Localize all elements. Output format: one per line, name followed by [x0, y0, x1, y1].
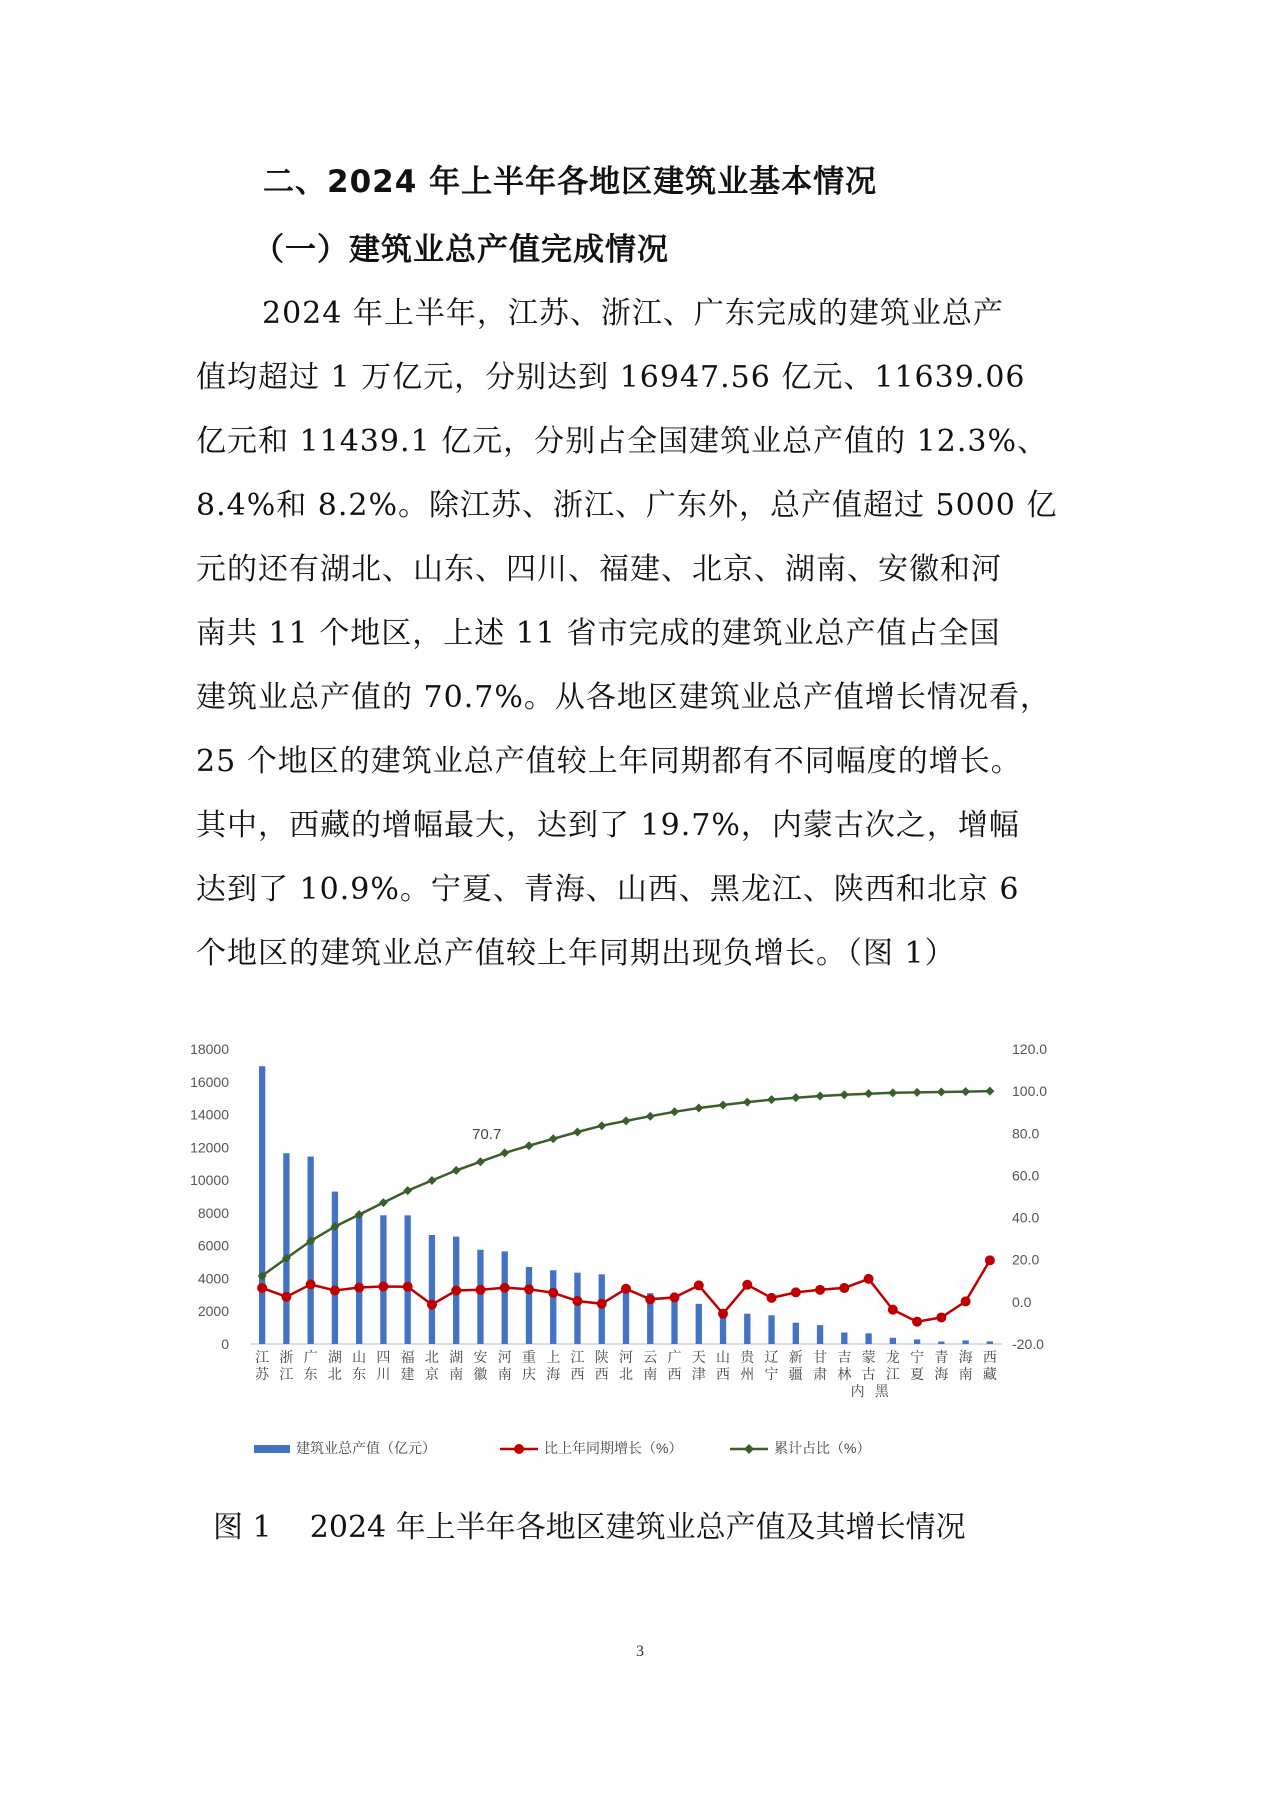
cumulative-point-吉林 — [840, 1090, 849, 1099]
body-paragraph — [196, 282, 1096, 986]
bar-西藏 — [987, 1341, 993, 1344]
category-label-重庆: 庆 — [521, 1366, 536, 1382]
left-axis-tick-label: 0 — [221, 1336, 229, 1352]
paragraph-line: 建筑业总产值的 70.7%。从各地区建筑业总产值增长情况看， — [196, 680, 1051, 715]
category-label-湖北: 湖 — [327, 1349, 342, 1365]
bar-福建 — [405, 1215, 411, 1344]
bar-江西 — [574, 1273, 580, 1344]
category-label-上海: 海 — [546, 1366, 561, 1382]
data-label-annotation: 70.7 — [472, 1125, 502, 1143]
sub-heading: （一）建筑业总产值完成情况 — [253, 232, 669, 268]
category-label-重庆: 重 — [521, 1349, 536, 1365]
figure-caption: 图 1 2024 年上半年各地区建筑业总产值及其增长情况 — [213, 1510, 966, 1545]
cumulative-point-宁夏 — [913, 1088, 922, 1097]
bar-甘肃 — [817, 1325, 823, 1344]
growth-point-海南 — [961, 1296, 971, 1306]
category-label-内蒙古: 内 — [850, 1383, 865, 1399]
bar-浙江 — [283, 1153, 289, 1344]
cumulative-point-云南 — [646, 1112, 655, 1121]
category-label-福建: 建 — [400, 1366, 415, 1382]
paragraph-line: 元的还有湖北、山东、四川、福建、北京、湖南、安徽和河 — [196, 552, 1002, 587]
growth-point-浙江 — [281, 1292, 291, 1302]
bar-河南 — [502, 1251, 508, 1344]
left-axis-tick-label: 2000 — [197, 1303, 229, 1320]
category-label-云南: 南 — [643, 1366, 658, 1382]
category-label-内蒙古: 古 — [861, 1366, 876, 1382]
cumulative-point-上海 — [549, 1134, 558, 1143]
category-label-新疆: 新 — [788, 1349, 803, 1365]
growth-point-云南 — [645, 1294, 655, 1304]
cumulative-point-青海 — [937, 1087, 946, 1096]
page-number: 3 — [636, 1643, 644, 1660]
bar-广东 — [307, 1157, 313, 1344]
right-axis-tick-label: -20.0 — [1012, 1336, 1044, 1352]
category-label-广东: 东 — [303, 1366, 318, 1382]
category-label-海南: 海 — [958, 1349, 973, 1365]
category-label-陕西: 陕 — [594, 1349, 609, 1365]
category-label-山东: 东 — [352, 1366, 367, 1382]
category-label-江苏: 江 — [255, 1349, 270, 1365]
category-label-河南: 河 — [497, 1349, 512, 1365]
paragraph-line: 达到了 10.9%。宁夏、青海、山西、黑龙江、陕西和北京 6 — [196, 872, 1020, 907]
paragraph-line: 8.4%和 8.2%。除江苏、浙江、广东外，总产值超过 5000 亿 — [196, 488, 1058, 523]
left-axis-tick-label: 12000 — [190, 1139, 229, 1156]
bar-北京 — [429, 1235, 435, 1344]
growth-point-辽宁 — [767, 1293, 777, 1303]
left-axis-tick-label: 6000 — [197, 1237, 229, 1254]
right-axis-tick-label: 80.0 — [1012, 1125, 1040, 1142]
paragraph-line: 25 个地区的建筑业总产值较上年同期都有不同幅度的增长。 — [196, 744, 1022, 779]
paragraph-line: 2024 年上半年，江苏、浙江、广东完成的建筑业总产 — [262, 296, 1004, 331]
category-label-云南: 云 — [643, 1349, 658, 1365]
category-label-黑龙江: 龙 — [885, 1349, 900, 1365]
cumulative-point-陕西 — [597, 1121, 606, 1130]
growth-point-上海 — [548, 1288, 558, 1298]
category-label-江西: 江 — [570, 1349, 585, 1365]
bar-青海 — [938, 1342, 944, 1344]
category-label-辽宁: 宁 — [764, 1366, 779, 1382]
growth-point-四川 — [378, 1281, 388, 1291]
category-label-贵州: 州 — [740, 1366, 755, 1382]
legend-growth-marker — [514, 1444, 524, 1454]
category-label-广东: 广 — [303, 1349, 318, 1365]
growth-point-陕西 — [597, 1299, 607, 1309]
category-label-青海: 海 — [934, 1366, 949, 1382]
growth-point-河北 — [621, 1284, 631, 1294]
legend-label: 比上年同期增长（%） — [544, 1440, 683, 1456]
category-label-湖南: 湖 — [449, 1349, 464, 1365]
right-axis-tick-label: 60.0 — [1012, 1167, 1040, 1184]
bar-河北 — [623, 1292, 629, 1344]
bar-四川 — [380, 1215, 386, 1344]
cumulative-point-湖南 — [452, 1166, 461, 1175]
left-axis-tick-label: 4000 — [197, 1270, 229, 1287]
paragraph-line: 其中，西藏的增幅最大，达到了 19.7%，内蒙古次之，增幅 — [196, 808, 1020, 843]
category-label-黑龙江: 黑 — [874, 1383, 889, 1399]
bar-陕西 — [599, 1274, 605, 1344]
bar-上海 — [550, 1270, 556, 1344]
growth-point-山东 — [354, 1283, 364, 1293]
right-axis-tick-label: 100.0 — [1012, 1083, 1048, 1100]
growth-point-黑龙江 — [888, 1305, 898, 1315]
category-label-北京: 北 — [424, 1349, 439, 1365]
right-axis-tick-label: 40.0 — [1012, 1209, 1040, 1226]
cumulative-point-北京 — [427, 1176, 436, 1185]
cumulative-point-山西 — [719, 1101, 728, 1110]
paragraph-line: 值均超过 1 万亿元，分别达到 16947.56 亿元、11639.06 — [196, 360, 1026, 395]
construction-output-chart — [190, 1030, 1048, 1480]
category-label-天津: 天 — [691, 1349, 706, 1365]
cumulative-point-贵州 — [743, 1098, 752, 1107]
category-label-甘肃: 肃 — [813, 1366, 828, 1382]
left-axis-tick-label: 18000 — [190, 1041, 229, 1057]
category-label-河北: 北 — [619, 1366, 633, 1382]
category-label-广西: 西 — [667, 1366, 682, 1382]
bar-黑龙江 — [890, 1338, 896, 1344]
category-label-广西: 广 — [667, 1349, 682, 1365]
left-axis-tick-label: 10000 — [190, 1172, 229, 1189]
growth-point-福建 — [403, 1282, 413, 1292]
cumulative-point-辽宁 — [767, 1095, 776, 1104]
category-label-海南: 南 — [958, 1366, 973, 1382]
cumulative-point-内蒙古 — [864, 1089, 873, 1098]
paragraph-line: 个地区的建筑业总产值较上年同期出现负增长。（图 1） — [196, 936, 956, 971]
growth-point-河南 — [500, 1283, 510, 1293]
growth-point-西藏 — [985, 1255, 995, 1265]
left-axis-tick-label: 14000 — [190, 1106, 229, 1123]
growth-point-北京 — [427, 1300, 437, 1310]
chart-canvas — [190, 1030, 1048, 1480]
bar-辽宁 — [768, 1315, 774, 1344]
bar-海南 — [962, 1340, 968, 1344]
category-label-辽宁: 辽 — [764, 1349, 779, 1365]
category-label-吉林: 林 — [837, 1366, 852, 1382]
category-label-安徽: 徽 — [473, 1366, 488, 1382]
cumulative-point-河北 — [622, 1116, 631, 1125]
growth-point-广西 — [670, 1292, 680, 1302]
growth-point-湖南 — [451, 1285, 461, 1295]
category-label-贵州: 贵 — [740, 1349, 755, 1365]
category-label-浙江: 浙 — [279, 1349, 294, 1365]
right-axis-tick-label: 20.0 — [1012, 1251, 1040, 1268]
growth-point-江苏 — [257, 1283, 267, 1293]
growth-point-湖北 — [330, 1285, 340, 1295]
bar-新疆 — [793, 1323, 799, 1344]
category-label-浙江: 江 — [279, 1366, 294, 1382]
cumulative-point-黑龙江 — [888, 1088, 897, 1097]
bar-宁夏 — [914, 1339, 920, 1344]
bar-天津 — [696, 1304, 702, 1344]
bar-内蒙古 — [865, 1333, 871, 1344]
growth-point-安徽 — [475, 1285, 485, 1295]
category-label-天津: 津 — [691, 1366, 706, 1382]
category-label-河北: 河 — [619, 1349, 633, 1365]
category-label-江西: 西 — [570, 1366, 585, 1382]
growth-point-江西 — [572, 1296, 582, 1306]
category-label-湖北: 北 — [327, 1366, 342, 1382]
cumulative-point-天津 — [694, 1104, 703, 1113]
cumulative-point-河南 — [500, 1148, 509, 1157]
cumulative-point-重庆 — [524, 1141, 533, 1150]
cumulative-point-四川 — [379, 1198, 388, 1207]
left-axis-tick-label: 16000 — [190, 1073, 229, 1090]
bar-山东 — [356, 1215, 362, 1344]
growth-point-宁夏 — [912, 1317, 922, 1327]
category-label-新疆: 疆 — [788, 1366, 803, 1382]
bar-广西 — [671, 1296, 677, 1344]
section-heading: 二、2024 年上半年各地区建筑业基本情况 — [263, 164, 878, 200]
growth-point-吉林 — [839, 1283, 849, 1293]
growth-point-山西 — [718, 1309, 728, 1319]
legend-bar-swatch — [254, 1445, 290, 1453]
cumulative-point-广西 — [670, 1107, 679, 1116]
right-axis-tick-label: 0.0 — [1012, 1293, 1032, 1310]
category-label-四川: 川 — [376, 1366, 391, 1382]
growth-point-广东 — [306, 1279, 316, 1289]
growth-point-内蒙古 — [864, 1274, 874, 1284]
paragraph-line: 亿元和 11439.1 亿元，分别占全国建筑业总产值的 12.3%、 — [196, 424, 1048, 459]
category-label-内蒙古: 蒙 — [861, 1349, 876, 1365]
paragraph-line: 南共 11 个地区，上述 11 省市完成的建筑业总产值占全国 — [196, 616, 1001, 651]
growth-point-重庆 — [524, 1284, 534, 1294]
cumulative-point-新疆 — [791, 1093, 800, 1102]
cumulative-point-江西 — [573, 1128, 582, 1137]
category-label-上海: 上 — [546, 1349, 561, 1365]
cumulative-point-西藏 — [985, 1087, 994, 1096]
bar-贵州 — [744, 1314, 750, 1344]
growth-point-青海 — [936, 1312, 946, 1322]
category-label-江苏: 苏 — [255, 1366, 270, 1382]
category-label-河南: 南 — [497, 1366, 512, 1382]
category-label-黑龙江: 江 — [885, 1366, 900, 1382]
category-label-湖南: 南 — [449, 1366, 464, 1382]
bar-安徽 — [477, 1250, 483, 1344]
legend-label: 建筑业总产值（亿元） — [296, 1440, 436, 1456]
legend-cumulative-marker — [744, 1444, 754, 1454]
category-label-四川: 四 — [376, 1349, 391, 1365]
bar-重庆 — [526, 1267, 532, 1344]
left-axis-tick-label: 8000 — [197, 1204, 229, 1221]
growth-point-天津 — [694, 1280, 704, 1290]
category-label-甘肃: 甘 — [813, 1349, 828, 1365]
category-label-山西: 山 — [716, 1349, 731, 1365]
category-label-北京: 京 — [424, 1366, 439, 1382]
category-label-安徽: 安 — [473, 1349, 488, 1365]
bar-江苏 — [259, 1066, 265, 1344]
category-label-西藏: 藏 — [982, 1366, 997, 1382]
category-label-西藏: 西 — [982, 1349, 997, 1365]
cumulative-point-福建 — [403, 1186, 412, 1195]
growth-point-贵州 — [742, 1280, 752, 1290]
growth-point-新疆 — [791, 1287, 801, 1297]
bar-吉林 — [841, 1333, 847, 1344]
category-label-山西: 西 — [716, 1366, 731, 1382]
cumulative-point-海南 — [961, 1087, 970, 1096]
category-label-宁夏: 夏 — [910, 1366, 925, 1382]
cumulative-point-安徽 — [476, 1157, 485, 1166]
cumulative-point-甘肃 — [816, 1091, 825, 1100]
category-label-宁夏: 宁 — [910, 1349, 925, 1365]
category-label-青海: 青 — [934, 1349, 949, 1365]
category-label-山东: 山 — [352, 1349, 367, 1365]
bar-湖北 — [332, 1192, 338, 1344]
category-label-陕西: 西 — [594, 1366, 609, 1382]
legend-label: 累计占比（%） — [774, 1440, 871, 1456]
growth-point-甘肃 — [815, 1285, 825, 1295]
right-axis-tick-label: 120.0 — [1012, 1041, 1048, 1057]
category-label-吉林: 吉 — [837, 1349, 852, 1365]
category-label-福建: 福 — [400, 1349, 415, 1365]
